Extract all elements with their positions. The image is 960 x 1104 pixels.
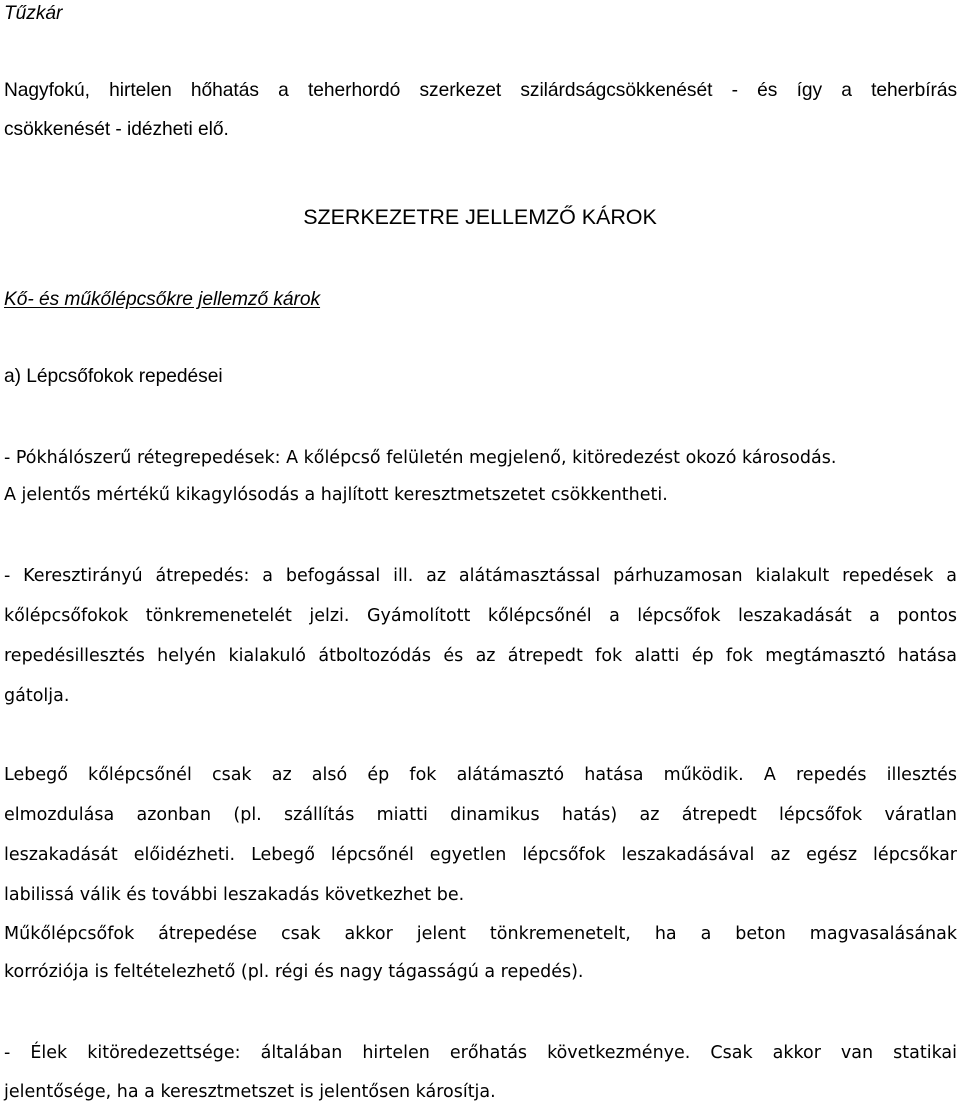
- floating-paragraph-line-4: labilissá válik és további leszakadás következhet be.: [4, 885, 465, 905]
- floating-paragraph-line-2: elmozdulása azonban (pl. szállítás miatti dinamikus hatás) az átrepedt lépcsőfok váratlan: [4, 805, 957, 825]
- edge-paragraph-line-2: jelentősége, ha a keresztmetszet is jelentősen károsítja.: [4, 1082, 496, 1102]
- floating-paragraph-line-3: leszakadását előidézheti. Lebegő lépcsőnél egyetlen lépcsőfok leszakadásával az egész lépcsőkar: [4, 845, 957, 865]
- main-heading: SZERKEZETRE JELLEMZŐ KÁROK: [303, 205, 657, 229]
- transverse-paragraph-line-2: kőlépcsőfokok tönkremenetelét jelzi. Gyámolított kőlépcsőnél a lépcsőfok leszakadását a pontos: [4, 606, 957, 626]
- subheading: Kő- és műkőlépcsőkre jellemző károk: [4, 289, 321, 310]
- fire-paragraph-line-1: Nagyfokú, hirtelen hőhatás a teherhordó szerkezet szilárdságcsökkenését - és így a teherbírás: [4, 80, 957, 101]
- section-title: Tűzkár: [4, 3, 63, 24]
- fire-paragraph-line-2: csökkenését - idézheti elő.: [4, 119, 229, 140]
- transverse-paragraph-line-1: - Keresztirányú átrepedés: a befogással ill. az alátámasztással párhuzamosan kialakult repedések a: [4, 566, 957, 586]
- artificial-stone-paragraph-line-1: Műkőlépcsőfok átrepedése csak akkor jelent tönkremenetelt, ha a beton magvasalásának: [4, 924, 957, 944]
- edge-paragraph-line-1: - Élek kitöredezettsége: általában hirtelen erőhatás következménye. Csak akkor van statikai: [4, 1043, 957, 1063]
- transverse-paragraph-line-3: repedésillesztés helyén kialakuló átboltozódás és az átrepedt fok alatti ép fok megtámasztó hatása: [4, 646, 957, 666]
- item-a-heading: a) Lépcsőfokok repedései: [4, 366, 223, 387]
- cobweb-paragraph-line-2: A jelentős mértékű kikagylósodás a hajlított keresztmetszetet csökkentheti.: [4, 485, 668, 505]
- artificial-stone-paragraph-line-2: korróziója is feltételezhető (pl. régi és nagy tágasságú a repedés).: [4, 962, 584, 982]
- cobweb-paragraph-line-1: - Pókhálószerű rétegrepedések: A kőlépcső felületén megjelenő, kitöredezést okozó károsodás.: [4, 448, 837, 468]
- transverse-paragraph-line-4: gátolja.: [4, 686, 70, 706]
- floating-paragraph-line-1: Lebegő kőlépcsőnél csak az alsó ép fok alátámasztó hatása működik. A repedés illesztés: [4, 765, 957, 785]
